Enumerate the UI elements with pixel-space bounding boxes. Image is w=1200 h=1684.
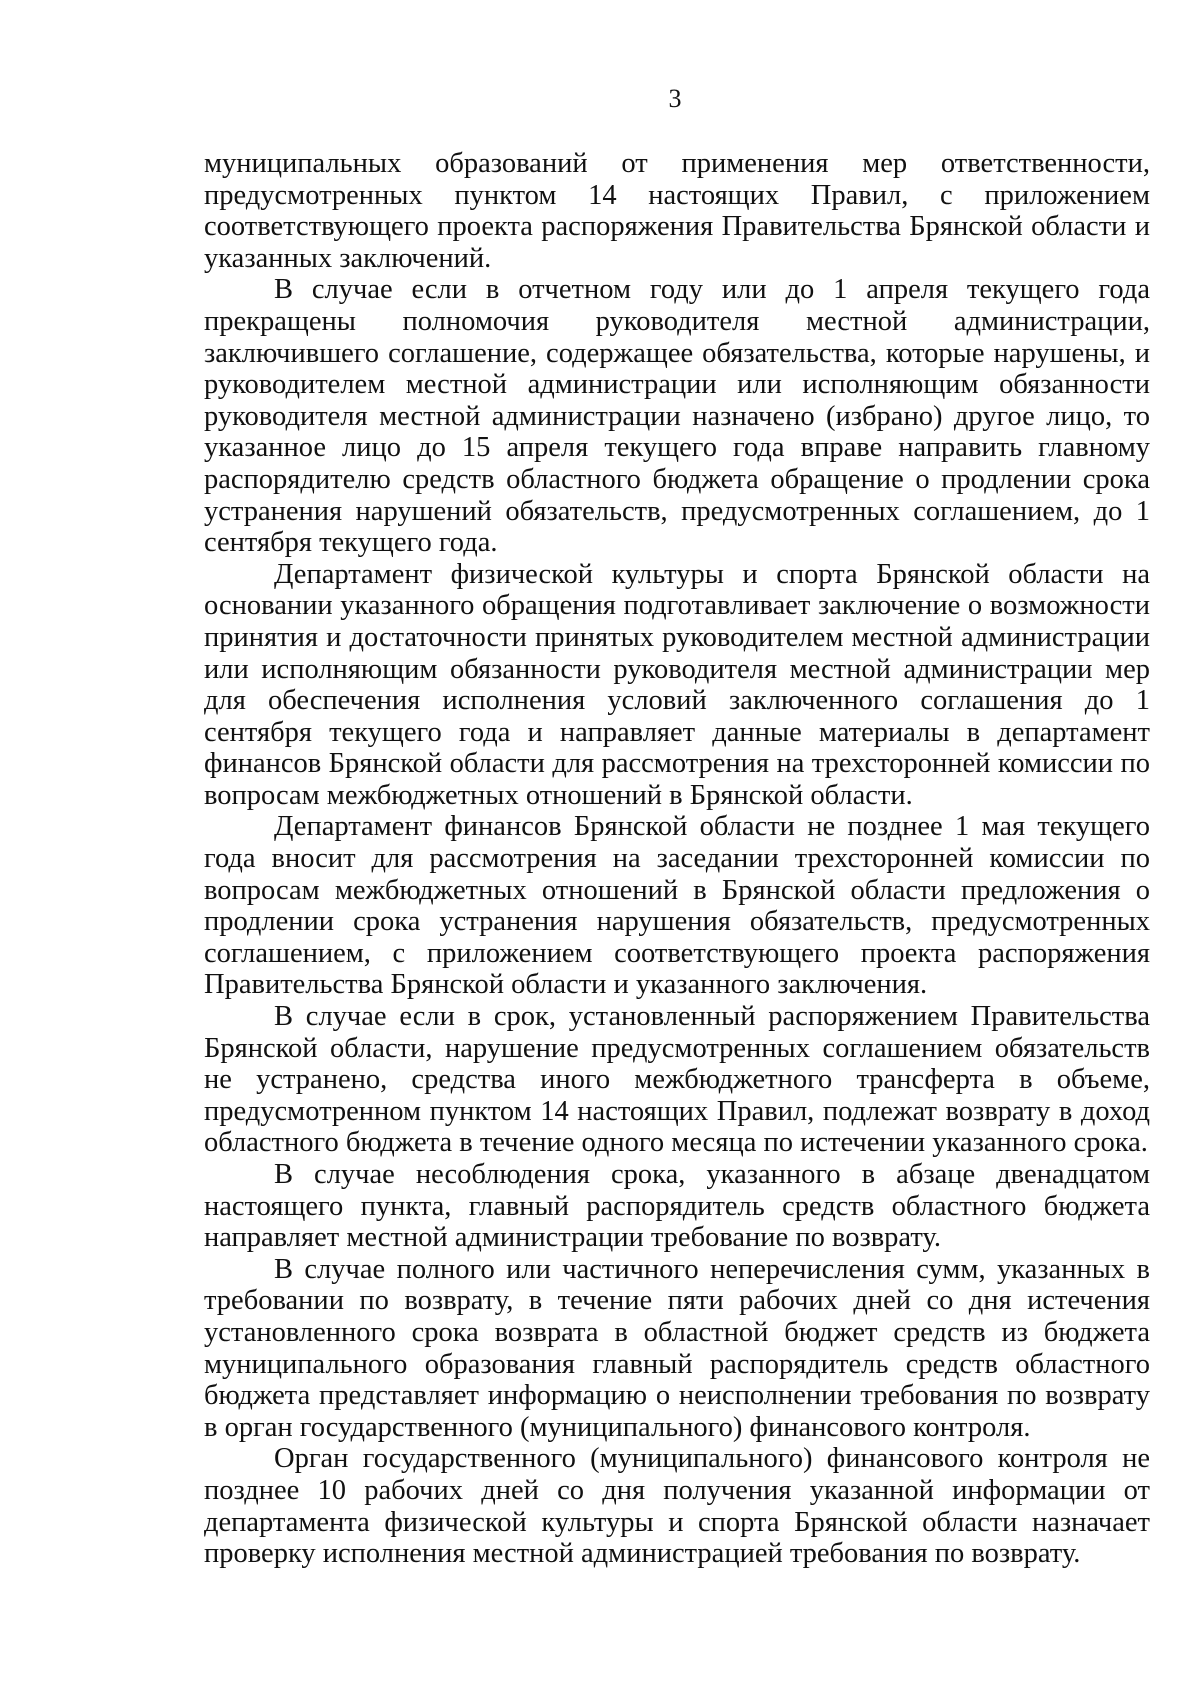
- document-body: [204, 148, 1150, 1570]
- paragraph-continuation: муниципальных образований от применения мер ответственности, предусмотренных пунктом 14 настоящих Правил, с приложением соответствующего проекта распоряжения Правительства Брянской области и указанных заключений.: [204, 148, 1150, 274]
- paragraph-financial-control-audit: Орган государственного (муниципального) финансового контроля не позднее 10 рабочих дней со дня получения указанной информации от департамента физической культуры и спорта Брянской области назначает проверку исполнения местной администрацией требования по возврату.: [204, 1443, 1150, 1570]
- paragraph-nonpayment-information: В случае полного или частичного неперечисления сумм, указанных в требовании по возврату, в течение пяти рабочих дней со дня истечения установленного срока возврата в областной бюджет средств из бюджета муниципального образования главный распорядитель средств областного бюджета представляет информацию о неисполнении требования по возврату в орган государственного (муниципального) финансового контроля.: [204, 1253, 1150, 1443]
- page-number: 3: [668, 84, 682, 113]
- paragraph-refund-demand: В случае несоблюдения срока, указанного в абзаце двенадцатом настоящего пункта, главный распорядитель средств областного бюджета направляет местной администрации требование по возврату.: [204, 1159, 1150, 1254]
- paragraph-sport-department-conclusion: Департамент физической культуры и спорта Брянской области на основании указанного обращения подготавливает заключение о возможности принятия и достаточности принятых руководителем местной администрации или исполняющим обязанности руководителя местной администрации мер для обеспечения исполнения условий заключенного соглашения до 1 сентября текущего года и направляет данные материалы в департамент финансов Брянской области для рассмотрения на трехсторонней комиссии по вопросам межбюджетных отношений в Брянской области.: [204, 558, 1150, 811]
- paragraph-refund-obligation: В случае если в срок, установленный распоряжением Правительства Брянской области, нарушение предусмотренных соглашением обязательств не устранено, средства иного межбюджетного трансферта в объеме, предусмотренном пунктом 14 настоящих Правил, подлежат возврату в доход областного бюджета в течение одного месяца по истечении указанного срока.: [204, 1001, 1150, 1159]
- paragraph-term-extension-request: В случае если в отчетном году или до 1 апреля текущего года прекращены полномочия руководителя местной администрации, заключившего соглашение, содержащее обязательства, которые нарушены, и руководителем местной администрации или исполняющим обязанности руководителя местной администрации назначено (избрано) другое лицо, то указанное лицо до 15 апреля текущего года вправе направить главному распорядителю средств областного бюджета обращение о продлении срока устранения нарушений обязательств, предусмотренных соглашением, до 1 сентября текущего года.: [204, 274, 1150, 559]
- paragraph-finance-department-proposal: Департамент финансов Брянской области не позднее 1 мая текущего года вносит для рассмотрения на заседании трехсторонней комиссии по вопросам межбюджетных отношений в Брянской области предложения о продлении срока устранения нарушения обязательств, предусмотренных соглашением, с приложением соответствующего проекта распоряжения Правительства Брянской области и указанного заключения.: [204, 811, 1150, 1001]
